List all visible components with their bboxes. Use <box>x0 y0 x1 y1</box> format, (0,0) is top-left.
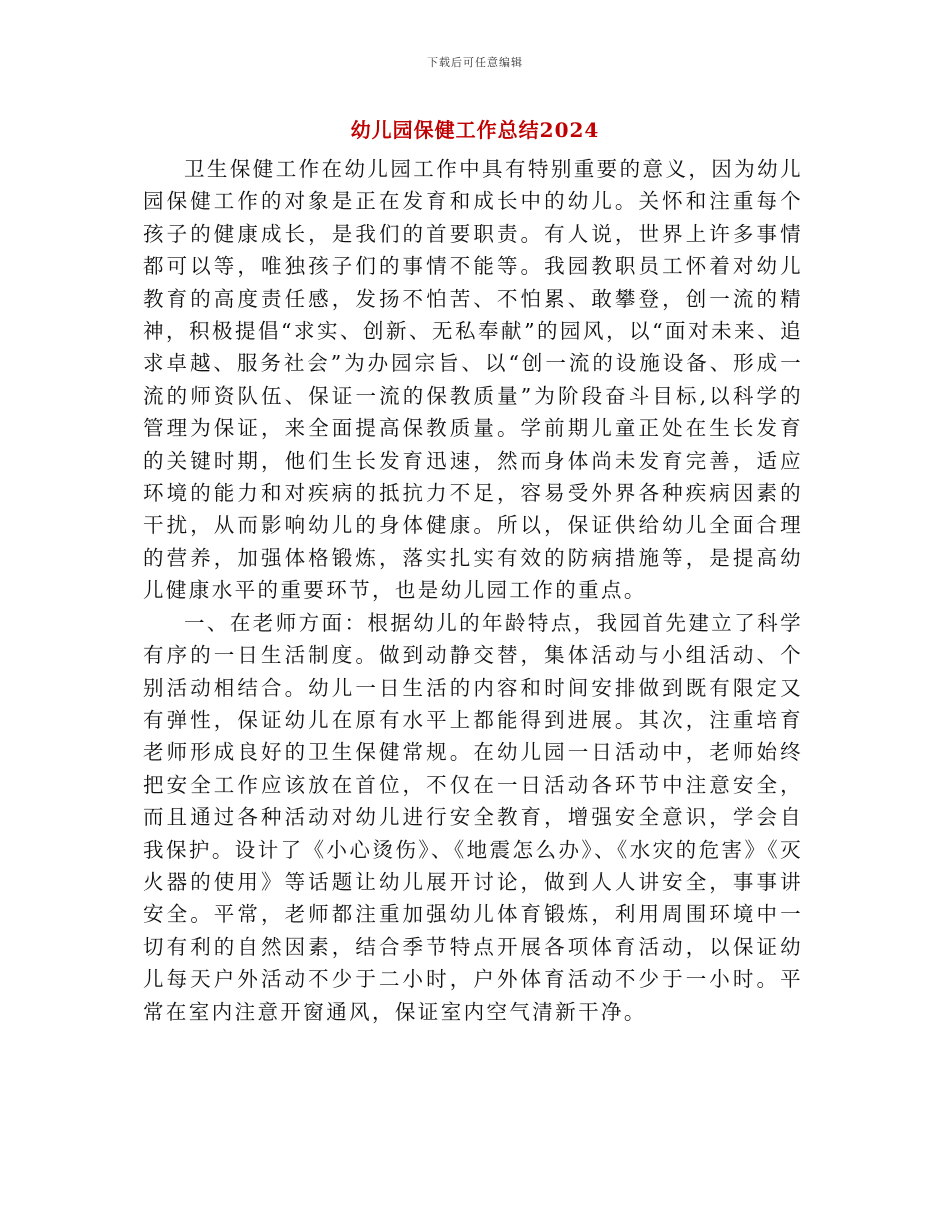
paragraph-intro: 卫生保健工作在幼儿园工作中具有特别重要的意义，因为幼儿园保健工作的对象是正在发育和成长中的幼儿。关怀和注重每个孩子的健康成长，是我们的首要职责。有人说，世界上许多事情都可以等，唯独孩子们的事情不能等。我园教职员工怀着对幼儿教育的高度责任感，发扬不怕苦、不怕累、敢攀登，创一流的精神，积极提倡“求实、创新、无私奉献”的园风，以“面对未来、追求卓越、服务社会”为办园宗旨、以“创一流的设施设备、形成一流的师资队伍、保证一流的保教质量”为阶段奋斗目标,以科学的管理为保证，来全面提高保教质量。学前期儿童正处在生长发育的关键时期，他们生长发育迅速，然而身体尚未发育完善，适应环境的能力和对疾病的抵抗力不足，容易受外界各种疾病因素的干扰，从而影响幼儿的身体健康。所以，保证供给幼儿全面合理的营养，加强体格锻炼，落实扎实有效的防病措施等，是提高幼儿健康水平的重要环节，也是幼儿园工作的重点。 <box>143 157 803 603</box>
document-body <box>143 153 803 1028</box>
header-note: 下载后可任意编辑 <box>427 56 523 69</box>
paragraph-teachers: 一、在老师方面：根据幼儿的年龄特点，我园首先建立了科学有序的一日生活制度。做到动静交替，集体活动与小组活动、个别活动相结合。幼儿一日生活的内容和时间安排做到既有限定又有弹性，保证幼儿在原有水平上都能得到进展。其次，注重培育老师形成良好的卫生保健常规。在幼儿园一日活动中，老师始终把安全工作应该放在首位，不仅在一日活动各环节中注意安全，而且通过各种活动对幼儿进行安全教育，增强安全意识，学会自我保护。设计了《小心烫伤》、《地震怎么办》、《水灾的危害》《灭火器的使用》等话题让幼儿展开讨论，做到人人讲安全，事事讲安全。平常，老师都注重加强幼儿体育锻炼，利用周围环境中一切有利的自然因素，结合季节特点开展各项体育活动，以保证幼儿每天户外活动不少于二小时，户外体育活动不少于一小时。平常在室内注意开窗通风，保证室内空气清新干净。 <box>143 610 803 1024</box>
document-title: 幼儿园保健工作总结2024 <box>350 118 600 142</box>
